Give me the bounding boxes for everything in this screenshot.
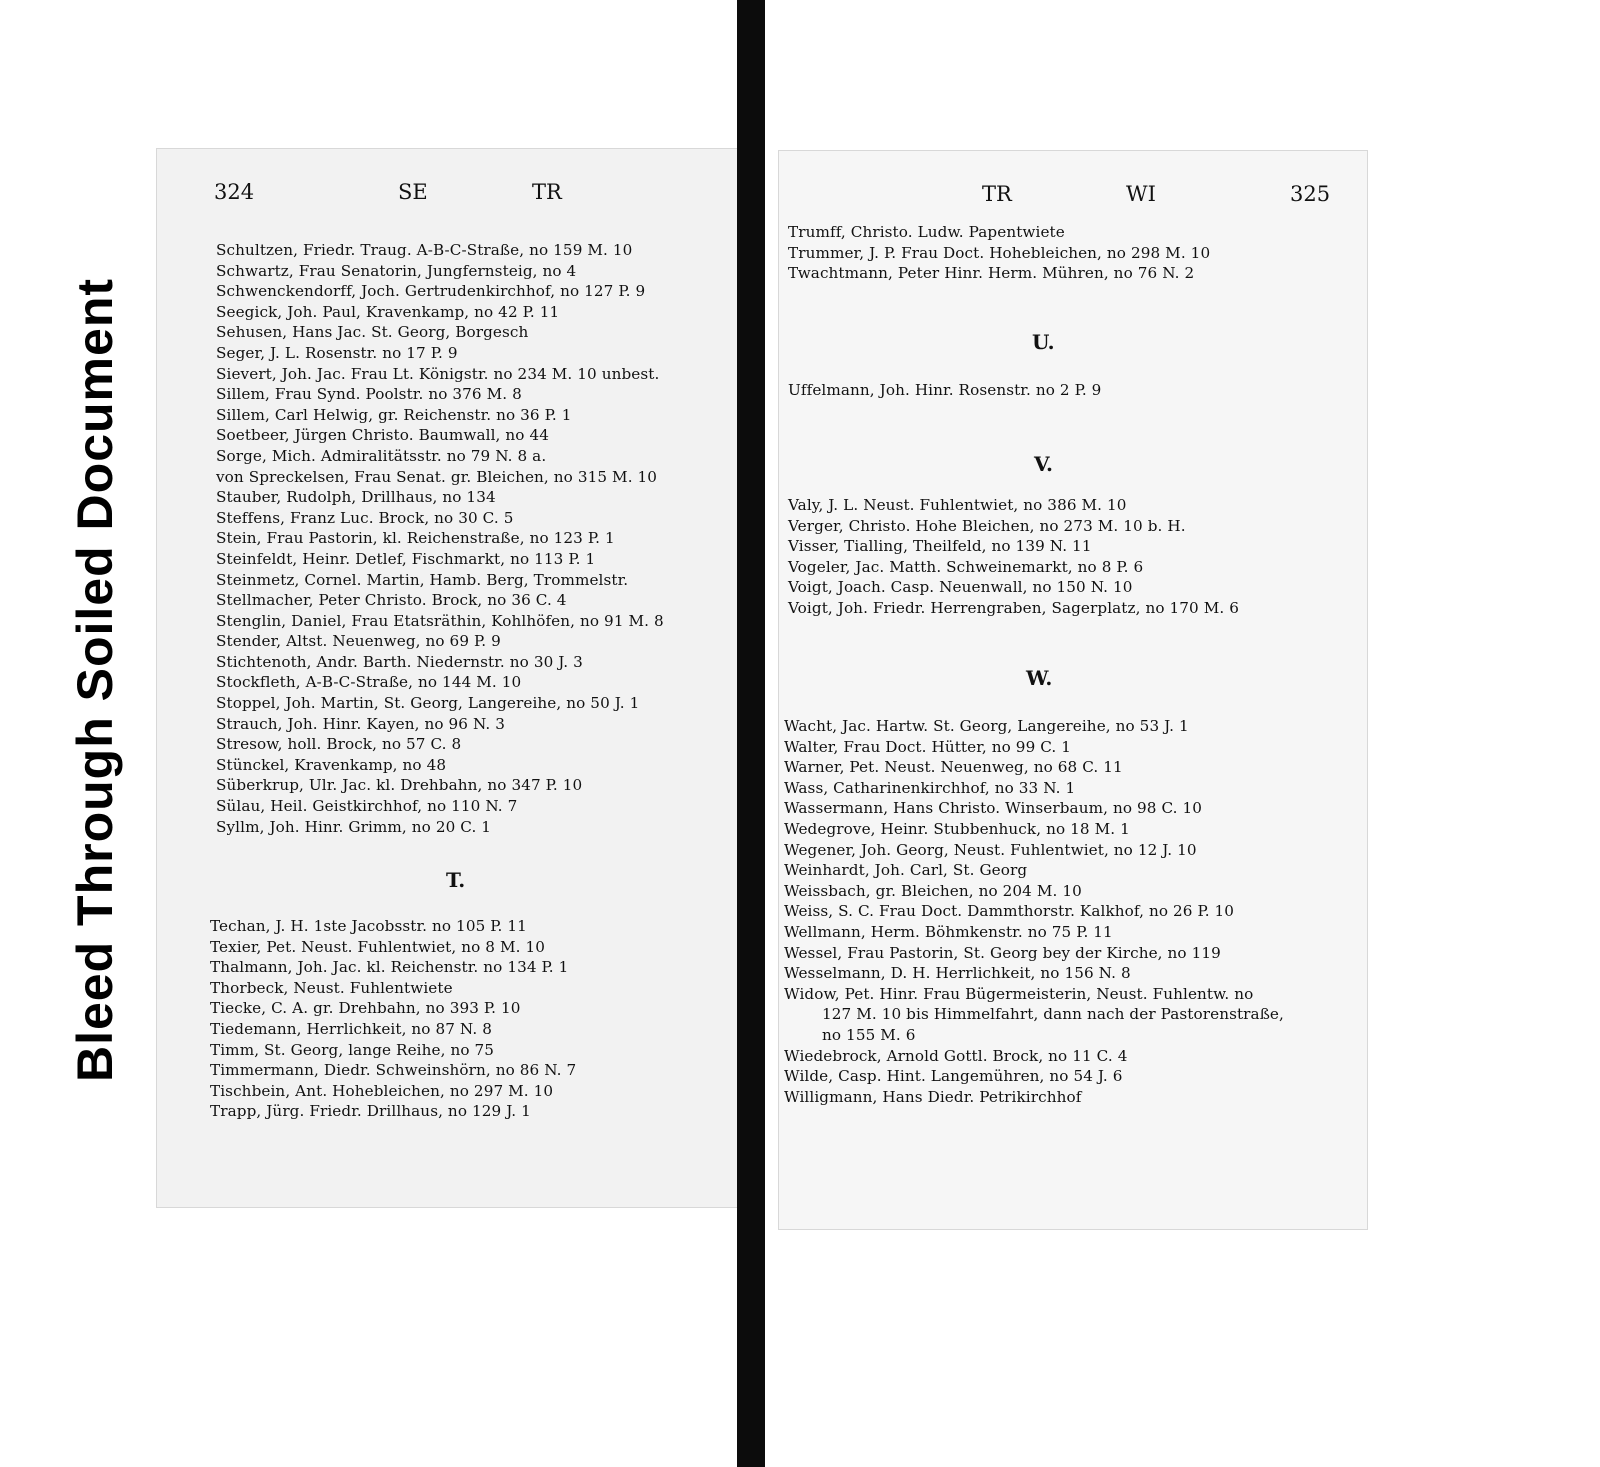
list-item: von Spreckelsen, Frau Senat. gr. Bleichen, no 315 M. 10 [216, 467, 658, 486]
entry-list-u [788, 380, 1101, 401]
list-item: Valy, J. L. Neust. Fuhlentwiet, no 386 M. 10 [788, 496, 1127, 514]
list-item: 127 M. 10 bis Himmelfahrt, dann nach der Pastorenstraße, [822, 1005, 1284, 1024]
list-item: Wacht, Jac. Hartw. St. Georg, Langereihe, no 53 J. 1 [784, 717, 1189, 735]
list-item: Stockfleth, A-B-C-Straße, no 144 M. 10 [216, 673, 522, 692]
list-item: Steinmetz, Cornel. Martin, Hamb. Berg, Trommelstr. [216, 570, 629, 589]
list-item: Twachtmann, Peter Hinr. Herm. Mühren, no 76 N. 2 [788, 264, 1195, 283]
list-item: Stender, Altst. Neuenweg, no 69 P. 9 [216, 632, 501, 651]
list-item: Uffelmann, Joh. Hinr. Rosenstr. no 2 P. 9 [788, 381, 1102, 399]
list-item: Seger, J. L. Rosenstr. no 17 P. 9 [216, 343, 458, 362]
entry-list-s [216, 240, 664, 837]
list-item: Tischbein, Ant. Hohebleichen, no 297 M. 10 [210, 1081, 554, 1100]
list-item: Schultzen, Friedr. Traug. A-B-C-Straße, no 159 M. 10 [216, 241, 633, 259]
side-label-text: Bleed Through Soiled Document [67, 277, 123, 1083]
list-item: Trummer, J. P. Frau Doct. Hohebleichen, no 298 M. 10 [788, 243, 1211, 262]
left-page-header [156, 180, 764, 214]
list-item: Wesselmann, D. H. Herrlichkeit, no 156 N. 8 [784, 964, 1131, 983]
list-item: Voigt, Joh. Friedr. Herrengraben, Sagerplatz, no 170 M. 6 [788, 598, 1239, 617]
running-head: WI [1126, 182, 1156, 206]
entry-list-tr [788, 222, 1210, 284]
entry-list-t [210, 916, 576, 1122]
list-item: Texier, Pet. Neust. Fuhlentwiet, no 8 M. 10 [210, 937, 545, 956]
list-item: Steffens, Franz Luc. Brock, no 30 C. 5 [216, 508, 514, 527]
list-item: Trapp, Jürg. Friedr. Drillhaus, no 129 J. 1 [210, 1102, 531, 1121]
list-item: Wassermann, Hans Christo. Winserbaum, no 98 C. 10 [784, 799, 1203, 818]
list-item: Warner, Pet. Neust. Neuenweg, no 68 C. 11 [784, 758, 1123, 777]
list-item: Stünckel, Kravenkamp, no 48 [216, 755, 447, 774]
list-item: Stoppel, Joh. Martin, St. Georg, Langereihe, no 50 J. 1 [216, 694, 640, 713]
list-item: Thorbeck, Neust. Fuhlentwiete [210, 978, 453, 997]
page-number: 324 [214, 180, 255, 204]
right-page [778, 150, 1368, 1230]
list-item: Weinhardt, Joh. Carl, St. Georg [784, 861, 1028, 880]
list-item: Trumff, Christo. Ludw. Papentwiete [788, 223, 1065, 241]
page-number: 325 [1290, 182, 1331, 206]
list-item: Sillem, Frau Synd. Poolstr. no 376 M. 8 [216, 385, 522, 404]
list-item: Voigt, Joach. Casp. Neuenwall, no 150 N. 10 [788, 578, 1133, 597]
list-item: Stauber, Rudolph, Drillhaus, no 134 [216, 488, 496, 507]
list-item: Wegener, Joh. Georg, Neust. Fuhlentwiet, no 12 J. 10 [784, 840, 1197, 859]
list-item: Stein, Frau Pastorin, kl. Reichenstraße, no 123 P. 1 [216, 529, 615, 548]
section-letter-w: W. [1026, 666, 1053, 690]
running-head: SE [398, 180, 428, 204]
list-item: Tiedemann, Herrlichkeit, no 87 N. 8 [210, 1019, 492, 1038]
list-item: Timmermann, Diedr. Schweinshörn, no 86 N. 7 [210, 1061, 577, 1080]
list-item: no 155 M. 6 [822, 1025, 916, 1044]
list-item: Tiecke, C. A. gr. Drehbahn, no 393 P. 10 [210, 999, 521, 1018]
section-letter-t: T. [446, 868, 466, 892]
list-item: Wass, Catharinenkirchhof, no 33 N. 1 [784, 778, 1076, 797]
right-page-header [778, 182, 1368, 216]
list-item: Wiedebrock, Arnold Gottl. Brock, no 11 C. 4 [784, 1046, 1128, 1065]
list-item: Visser, Tialling, Theilfeld, no 139 N. 11 [788, 537, 1092, 556]
book-spine [737, 0, 765, 1467]
list-item: Soetbeer, Jürgen Christo. Baumwall, no 44 [216, 426, 549, 445]
list-item: Stresow, holl. Brock, no 57 C. 8 [216, 735, 462, 754]
list-item: Schwartz, Frau Senatorin, Jungfernsteig, no 4 [216, 261, 577, 280]
list-item: Wellmann, Herm. Böhmkenstr. no 75 P. 11 [784, 922, 1113, 941]
list-item: Sülau, Heil. Geistkirchhof, no 110 N. 7 [216, 797, 518, 816]
list-item: Wessel, Frau Pastorin, St. Georg bey der Kirche, no 119 [784, 943, 1221, 962]
list-item: Steinfeldt, Heinr. Detlef, Fischmarkt, no 113 P. 1 [216, 549, 596, 568]
list-item: Wilde, Casp. Hint. Langemühren, no 54 J. 6 [784, 1067, 1123, 1086]
list-item: Timm, St. Georg, lange Reihe, no 75 [210, 1040, 495, 1059]
section-letter-v: V. [1034, 452, 1053, 476]
list-item: Sorge, Mich. Admiralitätsstr. no 79 N. 8 a. [216, 446, 547, 465]
list-item: Techan, J. H. 1ste Jacobsstr. no 105 P. 11 [210, 917, 527, 935]
running-head: TR [982, 182, 1012, 206]
running-head: TR [532, 180, 562, 204]
list-item: Thalmann, Joh. Jac. kl. Reichenstr. no 134 P. 1 [210, 958, 569, 977]
list-item: Seegick, Joh. Paul, Kravenkamp, no 42 P. 11 [216, 302, 560, 321]
list-item: Strauch, Joh. Hinr. Kayen, no 96 N. 3 [216, 714, 505, 733]
list-item: Süberkrup, Ulr. Jac. kl. Drehbahn, no 347 P. 10 [216, 776, 583, 795]
section-letter-u: U. [1032, 330, 1055, 354]
list-item: Sievert, Joh. Jac. Frau Lt. Königstr. no 234 M. 10 unbest. [216, 364, 660, 383]
entry-list-v [788, 495, 1239, 619]
list-item: Stenglin, Daniel, Frau Etatsräthin, Kohlhöfen, no 91 M. 8 [216, 611, 664, 630]
side-label [36, 180, 154, 1180]
left-page [156, 148, 764, 1208]
list-item: Schwenckendorff, Joch. Gertrudenkirchhof, no 127 P. 9 [216, 282, 646, 301]
list-item: Syllm, Joh. Hinr. Grimm, no 20 C. 1 [216, 817, 492, 836]
list-item: Stichtenoth, Andr. Barth. Niedernstr. no 30 J. 3 [216, 652, 583, 671]
list-item: Weiss, S. C. Frau Doct. Dammthorstr. Kalkhof, no 26 P. 10 [784, 902, 1235, 921]
list-item: Willigmann, Hans Diedr. Petrikirchhof [784, 1087, 1082, 1106]
list-item: Wedegrove, Heinr. Stubbenhuck, no 18 M. 1 [784, 819, 1130, 838]
list-item: Sillem, Carl Helwig, gr. Reichenstr. no 36 P. 1 [216, 405, 572, 424]
list-item: Walter, Frau Doct. Hütter, no 99 C. 1 [784, 737, 1072, 756]
list-item: Weissbach, gr. Bleichen, no 204 M. 10 [784, 881, 1082, 900]
list-item: Verger, Christo. Hohe Bleichen, no 273 M. 10 b. H. [788, 516, 1186, 535]
list-item: Sehusen, Hans Jac. St. Georg, Borgesch [216, 323, 529, 342]
list-item: Vogeler, Jac. Matth. Schweinemarkt, no 8 P. 6 [788, 557, 1144, 576]
list-item: Stellmacher, Peter Christo. Brock, no 36 C. 4 [216, 591, 567, 610]
list-item: Widow, Pet. Hinr. Frau Bügermeisterin, Neust. Fuhlentw. no [784, 984, 1254, 1003]
entry-list-w [784, 716, 1284, 1107]
